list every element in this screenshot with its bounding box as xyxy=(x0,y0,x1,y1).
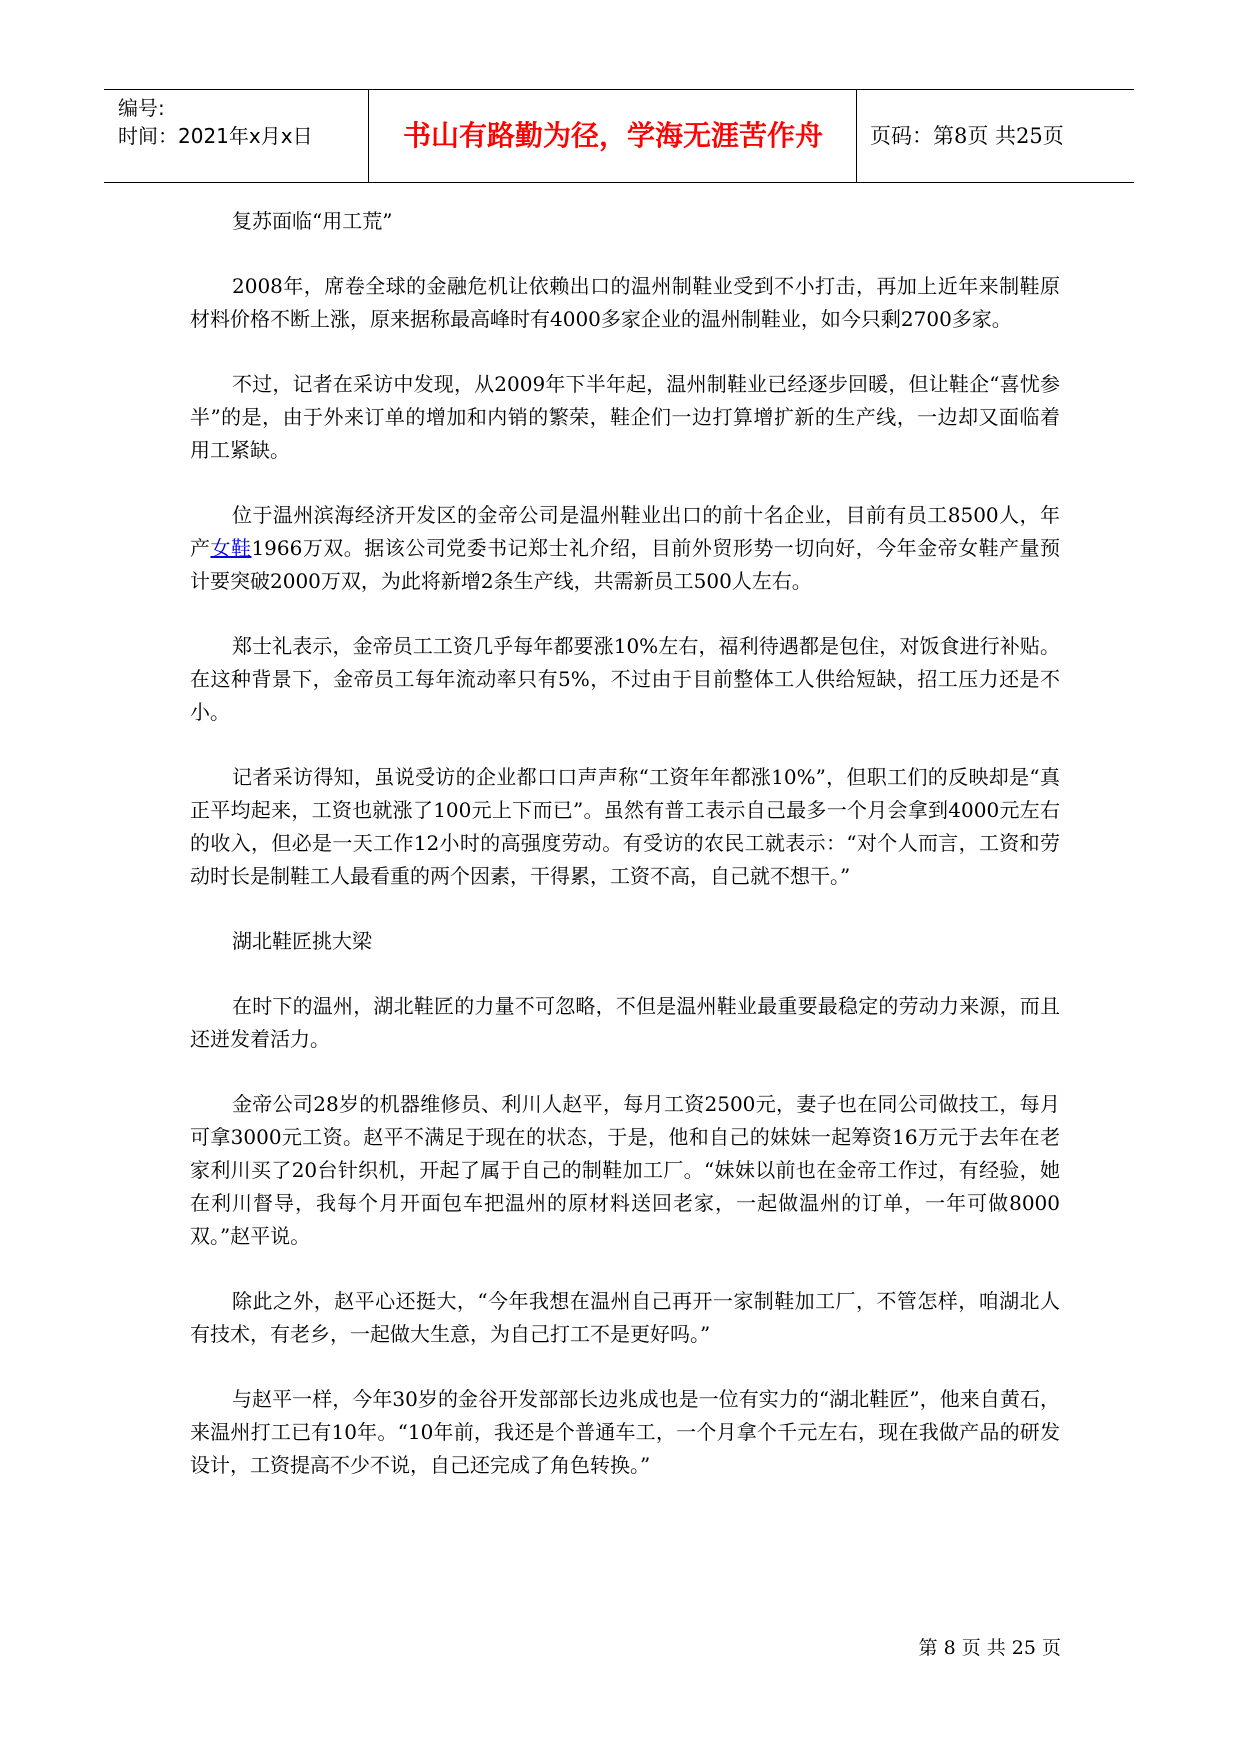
header-divider-left xyxy=(368,90,369,182)
paragraph-text: 位于温州滨海经济开发区的金帝公司是温州鞋业出口的前十名企业，目前有员工8500人，年产 xyxy=(190,503,1060,560)
document-time-label: 时间：2021年x月x日 xyxy=(118,124,313,148)
paragraph: 2008年，席卷全球的金融危机让依赖出口的温州制鞋业受到不小打击，再加上近年来制鞋原材料价格不断上涨，原来据称最高峰时有4000多家企业的温州制鞋业，如今只剩2700多家。 xyxy=(190,274,1060,331)
paragraph-text: 1966万双。据该公司党委书记郑士礼介绍，目前外贸形势一切向好，今年金帝女鞋产量预计要突破2000万双，为此将新增2条生产线，共需新员工500人左右。 xyxy=(190,536,1061,593)
header-motto: 书山有路勤为径，学海无涯苦作舟 xyxy=(402,119,823,152)
paragraph: 在时下的温州，湖北鞋匠的力量不可忽略，不但是温州鞋业最重要最稳定的劳动力来源，而且还迸发着活力。 xyxy=(190,994,1060,1051)
paragraph: 不过，记者在采访中发现，从2009年下半年起，温州制鞋业已经逐步回暖，但让鞋企“喜忧参半”的是，由于外来订单的增加和内销的繁荣，鞋企们一边打算增扩新的生产线，一边却又面临着用工紧缺。 xyxy=(190,372,1060,462)
section-heading-hubei: 湖北鞋匠挑大梁 xyxy=(232,929,372,953)
paragraph: 除此之外，赵平心还挺大，“今年我想在温州自己再开一家制鞋加工厂，不管怎样，咱湖北人有技术，有老乡，一起做大生意，为自己打工不是更好吗。” xyxy=(190,1289,1060,1346)
document-number-label: 编号: xyxy=(118,96,165,120)
article-body xyxy=(190,205,1060,1514)
womens-shoes-link[interactable]: 女鞋 xyxy=(210,536,252,560)
header-divider-right xyxy=(856,90,857,182)
paragraph-with-link xyxy=(190,499,1060,598)
section-heading-recovery: 复苏面临“用工荒” xyxy=(232,209,393,233)
paragraph: 郑士礼表示，金帝员工工资几乎每年都要涨10%左右，福利待遇都是包住，对饭食进行补贴。在这种背景下，金帝员工每年流动率只有5%，不过由于目前整体工人供给短缺，招工压力还是不小。 xyxy=(190,634,1060,724)
header-page-info: 页码：第8页 共25页 xyxy=(870,124,1064,148)
page-footer-number: 第 8 页 共 25 页 xyxy=(918,1637,1061,1659)
paragraph: 记者采访得知，虽说受访的企业都口口声声称“工资年年都涨10%”，但职工们的反映却是“真正平均起来，工资也就涨了100元上下而已”。虽然有普工表示自己最多一个月会拿到4000元左右的收入，但必是一天工作12小时的高强度劳动。有受访的农民工就表示：“对个人而言，工资和劳动时长是制鞋工人最看重的两个因素，干得累，工资不高，自己就不想干。” xyxy=(190,765,1060,888)
page-header xyxy=(104,89,1134,183)
paragraph: 与赵平一样，今年30岁的金谷开发部部长边兆成也是一位有实力的“湖北鞋匠”，他来自黄石，来温州打工已有10年。“10年前，我还是个普通车工，一个月拿个千元左右，现在我做产品的研发设计，工资提高不少不说，自己还完成了角色转换。” xyxy=(190,1387,1060,1477)
header-meta xyxy=(118,90,368,182)
paragraph: 金帝公司28岁的机器维修员、利川人赵平，每月工资2500元，妻子也在同公司做技工，每月可拿3000元工资。赵平不满足于现在的状态，于是，他和自己的妹妹一起筹资16万元于去年在老家利川买了20台针织机，开起了属于自己的制鞋加工厂。“妹妹以前也在金帝工作过，有经验，她在利川督导，我每个月开面包车把温州的原材料送回老家，一起做温州的订单，一年可做8000双。”赵平说。 xyxy=(190,1092,1060,1248)
